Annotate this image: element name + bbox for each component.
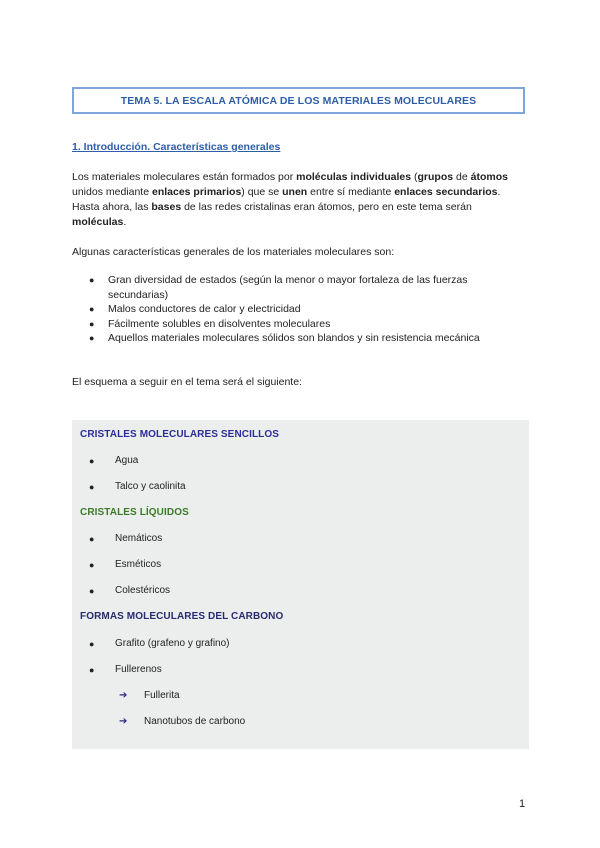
text-run: .: [123, 216, 127, 228]
bullet-icon: ●: [89, 585, 95, 596]
list-item: ➔ Nanotubos de carbono: [119, 716, 246, 727]
section-heading: 1. Introducción. Características generales: [72, 141, 281, 153]
text-run: unidos mediante: [72, 186, 152, 198]
scheme-box: [72, 420, 529, 749]
list-item: ● Gran diversidad de estados (según la menor o mayor fortaleza de las fuerzas secundarias): [89, 274, 468, 301]
bullet-icon: ●: [89, 304, 95, 314]
topic-title: TEMA 5. LA ESCALA ATÓMICA DE LOS MATERIALES MOLECULARES: [120, 94, 477, 107]
text-run: . Hasta ahora, las: [72, 186, 501, 213]
bullet-icon: ●: [89, 559, 95, 570]
bold-term: átomos: [470, 171, 508, 183]
bullet-icon: ●: [89, 664, 95, 675]
features-lead: Algunas características generales de los materiales moleculares son:: [72, 246, 395, 258]
bullet-icon: ●: [89, 333, 95, 343]
list-item: ➔ Fullerita: [119, 690, 180, 701]
bullet-icon: ●: [89, 318, 95, 329]
bold-term: enlaces secundarios: [394, 186, 498, 198]
bullet-icon: ●: [89, 533, 95, 544]
list-item: ● Fullerenos: [89, 664, 162, 675]
bold-term: grupos: [417, 171, 454, 183]
topic-title-box: [72, 87, 525, 114]
bold-term: unen: [282, 186, 308, 198]
bold-term: enlaces primarios: [151, 186, 242, 198]
list-item: ● Aquellos materiales moleculares sólidos son blandos y sin resistencia mecánica: [89, 332, 480, 344]
category-liquid-crystals: CRISTALES LÍQUIDOS: [80, 507, 189, 518]
arrow-icon: ➔: [119, 716, 128, 727]
text-run: ) que se: [241, 186, 283, 198]
list-item: ● Grafito (grafeno y grafino): [89, 638, 230, 649]
category-carbon-forms: FORMAS MOLECULARES DEL CARBONO: [80, 611, 284, 622]
list-item: ● Fácilmente solubles en disolventes moleculares: [89, 317, 331, 330]
text-run: de las redes cristalinas eran átomos, pero en este tema serán: [181, 201, 472, 213]
text-run: de: [453, 171, 471, 183]
list-item: ● Esméticos: [89, 559, 162, 570]
list-item: ● Malos conductores de calor y electricidad: [89, 303, 301, 315]
features-list: [72, 273, 512, 346]
text-run: (: [411, 171, 418, 183]
list-item: ● Nemáticos: [89, 533, 163, 544]
list-item: ● Agua: [89, 455, 139, 466]
category-molecular-crystals: CRISTALES MOLECULARES SENCILLOS: [80, 429, 280, 440]
bold-term: moléculas: [72, 216, 124, 228]
text-run: entre sí mediante: [307, 186, 395, 198]
arrow-icon: ➔: [119, 690, 128, 701]
bullet-icon: ●: [89, 481, 95, 492]
page-number: 1: [519, 798, 526, 810]
bold-term: moléculas individuales: [296, 171, 412, 183]
bold-term: bases: [151, 201, 182, 213]
text-run: Los materiales moleculares están formados por: [72, 171, 297, 183]
bullet-icon: ●: [89, 638, 95, 649]
bullet-icon: ●: [89, 275, 95, 285]
list-item: ● Talco y caolinita: [89, 481, 186, 492]
intro-paragraph: [72, 170, 512, 230]
list-item: ● Colestéricos: [89, 585, 171, 596]
bullet-icon: ●: [89, 455, 95, 466]
scheme-lead: El esquema a seguir en el tema será el siguiente:: [72, 376, 302, 388]
